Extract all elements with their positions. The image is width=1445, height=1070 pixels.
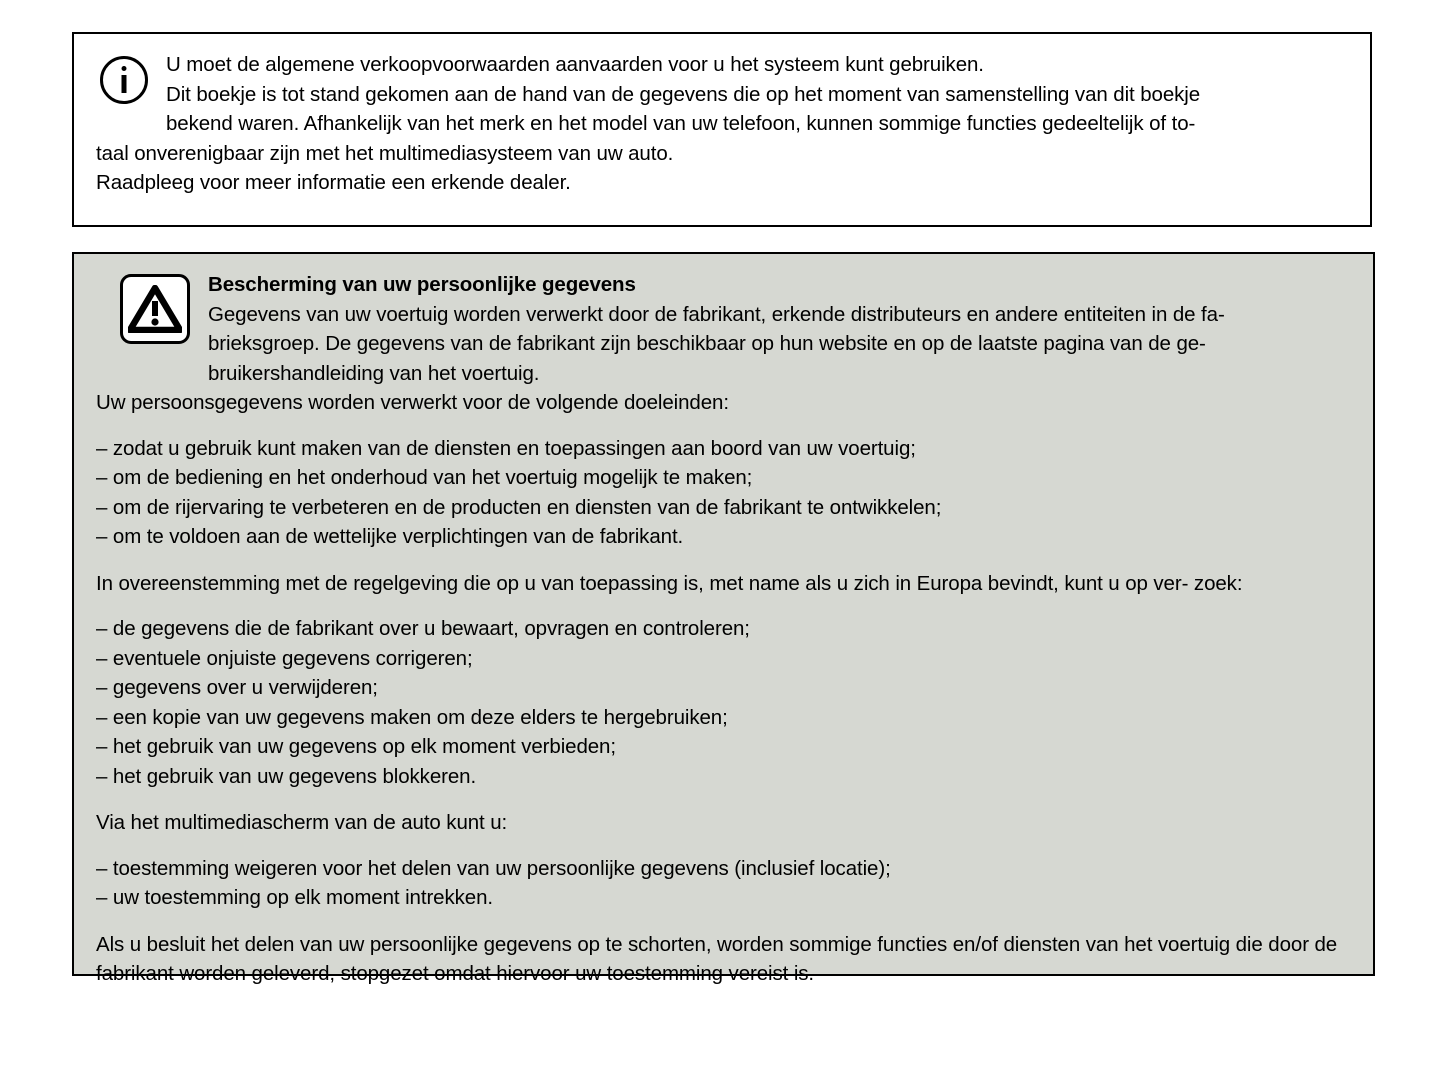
info-circle-icon — [100, 56, 148, 104]
info-note-box — [72, 32, 1372, 227]
list-item: – de gegevens die de fabrikant over u bewaart, opvragen en controleren; — [96, 617, 750, 640]
privacy-screen-options-list — [96, 854, 1351, 913]
list-item: – toestemming weigeren voor het delen van uw persoonlijke gegevens (inclusief locatie); — [96, 856, 891, 880]
list-item: – om de bediening en het onderhoud van het voertuig mogelijk te maken; — [96, 466, 753, 489]
info-note-line-4: taal onverenigbaar zijn met het multimediasysteem van uw auto. — [96, 141, 674, 165]
privacy-intro-line-2: brieksgroep. De gegevens van de fabrikant zijn beschikbaar op hun website en op de laatste pagina van de ge- — [208, 332, 1206, 355]
list-item: – het gebruik van uw gegevens op elk moment verbieden; — [96, 735, 616, 758]
list-item: – het gebruik van uw gegevens blokkeren. — [96, 764, 477, 788]
list-item: – zodat u gebruik kunt maken van de diensten en toepassingen aan boord van uw voertuig; — [96, 436, 916, 460]
privacy-intro-line-1: Gegevens van uw voertuig worden verwerkt door de fabrikant, erkende distributeurs en andere entiteiten in de fa- — [208, 302, 1225, 326]
info-note-line-1: U moet de algemene verkoopvoorwaarden aanvaarden voor u het systeem kunt gebruiken. — [166, 53, 984, 76]
privacy-purposes-list — [96, 434, 1351, 552]
info-circle-icon-wrapper — [96, 50, 148, 104]
privacy-purposes-intro: Uw persoonsgegevens worden verwerkt voor de volgende doeleinden: — [96, 391, 729, 414]
list-item: – een kopie van uw gegevens maken om deze elders te hergebruiken; — [96, 705, 728, 729]
warning-triangle-icon-wrapper — [96, 270, 190, 344]
privacy-heading: Bescherming van uw persoonlijke gegevens — [208, 273, 636, 296]
privacy-rights-intro-line-2: zoek: — [1193, 571, 1243, 595]
privacy-closing-paragraph — [96, 930, 1351, 989]
info-icon-dot — [122, 66, 127, 71]
privacy-closing-line-2: voertuig die door de fabrikant worden geleverd, stopgezet omdat hiervoor uw toestemming vereist is. — [96, 932, 1338, 985]
privacy-screen-intro: Via het multimediascherm van de auto kunt u: — [96, 811, 508, 834]
list-item: – uw toestemming op elk moment intrekken. — [96, 886, 493, 909]
list-item: – om de rijervaring te verbeteren en de producten en diensten van de fabrikant te ontwikkelen; — [96, 495, 942, 519]
privacy-closing-line-1: Als u besluit het delen van uw persoonlijke gegevens op te schorten, worden sommige functies en/of diensten van het — [96, 932, 1153, 956]
list-item: – eventuele onjuiste gegevens corrigeren; — [96, 646, 473, 670]
info-note-text — [96, 50, 1350, 198]
info-note-line-3: bekend waren. Afhankelijk van het merk en het model van uw telefoon, kunnen sommige functies gedeeltelijk of to- — [166, 112, 1196, 135]
info-note-line-2: Dit boekje is tot stand gekomen aan de hand van de gegevens die op het moment van samenstelling van dit boekje — [166, 82, 1201, 106]
list-item: – gegevens over u verwijderen; — [96, 676, 378, 699]
privacy-rights-list — [96, 614, 1351, 791]
privacy-intro-block — [96, 270, 1351, 418]
info-icon-stem — [122, 75, 127, 93]
privacy-intro-line-3: bruikershandleiding van het voertuig. — [208, 361, 540, 385]
info-note-line-5: Raadpleeg voor meer informatie een erkende dealer. — [96, 171, 571, 194]
warning-triangle-icon — [120, 274, 190, 344]
privacy-rights-intro — [96, 569, 1351, 599]
privacy-warning-box — [72, 252, 1375, 985]
privacy-rights-intro-line-1: In overeenstemming met de regelgeving die op u van toepassing is, met name als u zich in Europa bevindt, kunt u op ver- — [96, 571, 1189, 595]
list-item: – om te voldoen aan de wettelijke verplichtingen van de fabrikant. — [96, 525, 684, 548]
